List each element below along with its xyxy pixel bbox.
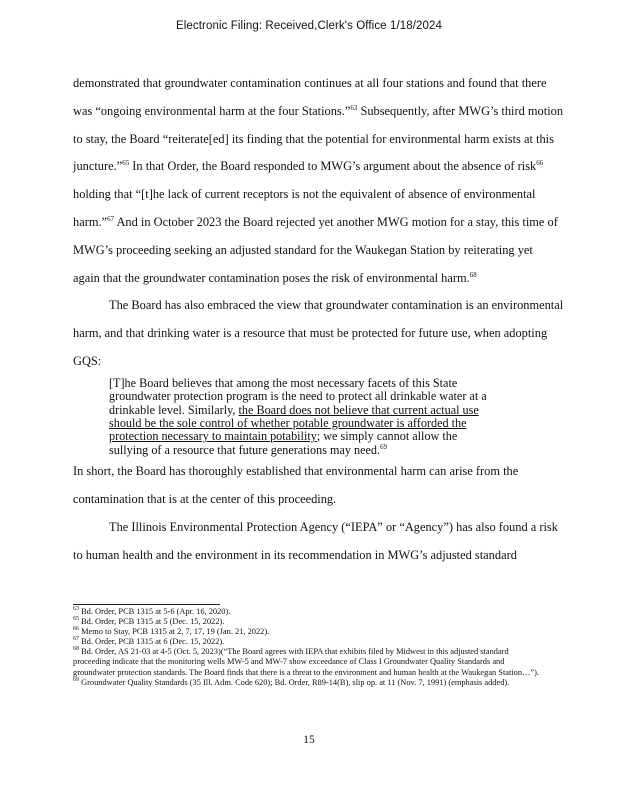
footnote-ref: 69	[380, 442, 388, 451]
footnote-number: 65	[73, 616, 79, 623]
text-line: holding that “[t]he lack of current receptors is not the equivalent of absence of environmental	[73, 187, 536, 202]
footnote	[73, 607, 543, 617]
footnote-number: 66	[73, 626, 79, 633]
text-line: The Board has also embraced the view that groundwater contamination is an environmental	[109, 298, 564, 313]
text-line: contamination that is at the center of this proceeding.	[73, 492, 337, 506]
footnote-text: Bd. Order, PCB 1315 at 5 (Dec. 15, 2022).	[81, 617, 225, 627]
footnote-text: Groundwater Quality Standards (35 Ill. Adm. Code 620); Bd. Order, R89-14(B), slip op. at 11 (Nov. 7, 1991) (emphasis added).	[81, 677, 510, 687]
footnote-number: 63	[73, 606, 79, 613]
text-line: harm.”	[73, 214, 108, 229]
text-line: demonstrated that groundwater contamination continues at all four stations and found that there	[73, 76, 547, 90]
quote-text: [T]he Board believes that among the most necessary facets of this State groundwater protection program is the need to protect all drinkable water at a drinkable level. Similarly,	[109, 375, 487, 417]
text-line: In that Order, the Board responded to MWG’s argument about the absence of risk	[129, 159, 537, 174]
footnote	[73, 647, 543, 677]
footnote-number: 67	[73, 636, 79, 643]
footnote	[73, 617, 543, 627]
text-line: juncture.”	[73, 159, 123, 174]
footnote-ref: 66	[536, 159, 544, 168]
text-line: to stay, the Board “reiterate[ed] its finding that the potential for environmental harm exists at this	[73, 131, 554, 146]
text-line: harm, and that drinking water is a resource that must be protected for future use, when adopting	[73, 326, 548, 341]
text-line: The Illinois Environmental Protection Agency (“IEPA” or “Agency”) has also found a risk	[109, 519, 558, 534]
footnote-number: 69	[73, 676, 79, 683]
footnote-ref: 67	[107, 214, 115, 223]
paragraph-2	[73, 292, 593, 375]
paragraph-3	[73, 458, 593, 514]
footnote-ref: 63	[350, 103, 358, 112]
quote-emphasis: the Board does not believe that current actual use should be the sole control of whether potable groundwater is afforded the protection necessary to maintain potability	[109, 402, 479, 444]
footnote-text: Bd. Order, PCB 1315 at 6 (Dec. 15, 2022).	[81, 637, 225, 647]
footnotes	[73, 607, 543, 688]
footnote	[73, 627, 543, 637]
footnote-text: Bd. Order, AS 21-03 at 4-5 (Oct. 5, 2023)(“The Board agrees with IEPA that exhibits filed by Midwest in this adjusted standard proceeding indicate that the monitoring wells MW-5 and MW-7 show exceedance of Class I Groundwater Quality Standards and groundwater protection standards. The Board finds that there is a threat to the environment and human health at the Waukegan Station…”).	[73, 647, 540, 677]
footnote-text: Bd. Order, PCB 1315 at 5-6 (Apr. 16, 2020).	[81, 607, 231, 616]
footnote-number: 68	[73, 646, 79, 653]
footnote-divider	[73, 604, 220, 605]
text-line: to human health and the environment in its recommendation in MWG’s adjusted standard	[73, 547, 517, 562]
text-line: And in October 2023 the Board rejected yet another MWG motion for a stay, this time of	[114, 214, 558, 229]
text-line: GQS:	[73, 353, 102, 368]
footnote	[73, 637, 543, 647]
block-quote	[109, 377, 489, 457]
quote-text: ; we simply cannot allow the sullying of a resource that future generations may need.	[109, 429, 458, 457]
footnote-ref: 65	[122, 159, 130, 168]
text-line: In short, the Board has thoroughly established that environmental harm can arise from the	[73, 464, 519, 479]
text-line: MWG’s proceeding seeking an adjusted standard for the Waukegan Station by reiterating yet	[73, 242, 533, 257]
page-number: 15	[303, 734, 315, 746]
filing-stamp-header: Electronic Filing: Received,Clerk's Office 1/18/2024	[175, 20, 443, 32]
document-body	[73, 70, 593, 569]
text-line: Subsequently, after MWG’s third motion	[357, 103, 564, 118]
footnote	[73, 678, 543, 688]
text-line: was “ongoing environmental harm at the four Stations.”	[73, 103, 351, 118]
footnote-ref: 68	[469, 270, 477, 279]
text-line: again that the groundwater contamination poses the risk of environmental harm.	[73, 270, 470, 285]
footnote-text: Memo to Stay, PCB 1315 at 2, 7, 17, 19 (Jan. 21, 2022).	[81, 627, 270, 637]
paragraph-4	[73, 514, 593, 570]
paragraph-1	[73, 70, 593, 292]
